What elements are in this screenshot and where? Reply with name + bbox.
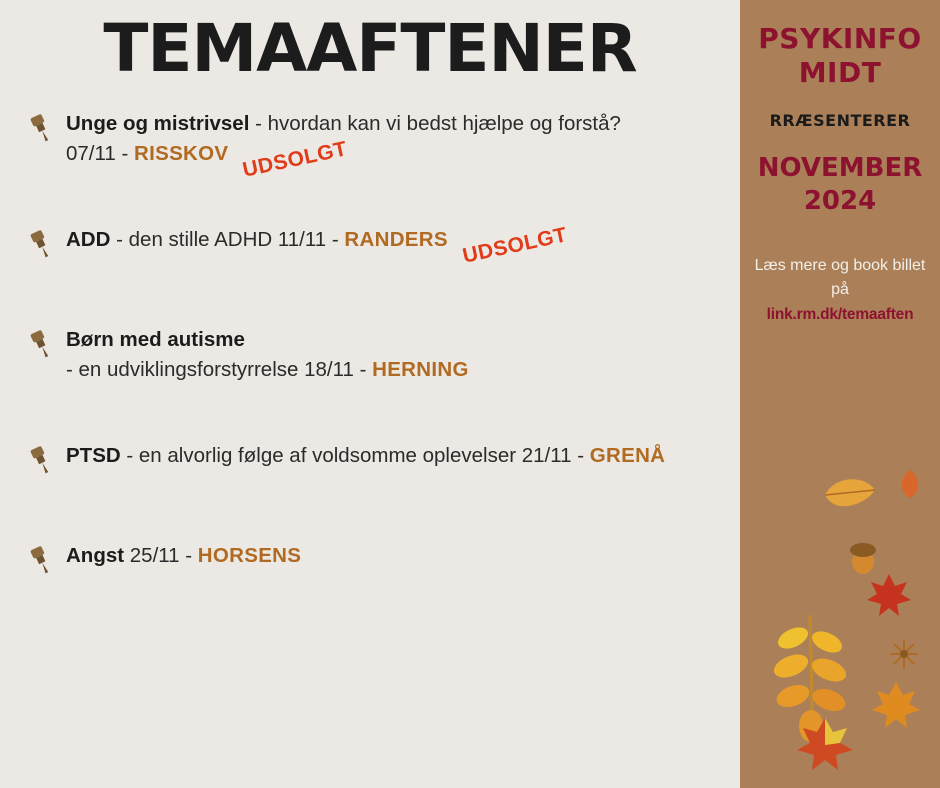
event-text	[66, 541, 301, 571]
event-desc: - en alvorlig følge af voldsomme oplevelser 21/11 -	[120, 443, 590, 467]
list-item[interactable]	[26, 225, 722, 269]
event-desc: - hvordan kan vi bedst hjælpe og forstå? 07/11 -	[66, 112, 621, 166]
leaf-icon	[895, 468, 925, 500]
list-item[interactable]	[26, 325, 722, 384]
event-title: PTSD	[66, 443, 121, 467]
status-badge: UDSOLGT	[240, 137, 350, 182]
list-item[interactable]	[26, 541, 722, 585]
event-city: HERNING	[372, 358, 469, 382]
pushpin-icon	[26, 325, 66, 359]
status-badge: UDSOLGT	[460, 223, 570, 269]
month-label: NOVEMBER	[757, 153, 923, 184]
event-city: HORSENS	[197, 543, 302, 567]
event-title: Børn med autisme	[66, 328, 245, 352]
leaf-icon	[820, 470, 880, 520]
pushpin-icon	[26, 541, 66, 575]
pushpin-icon	[26, 225, 66, 259]
page-title: TEMAAFTENER	[103, 10, 637, 87]
event-city: RANDERS	[344, 228, 448, 252]
booking-link[interactable]: link.rm.dk/temaaften	[766, 305, 914, 323]
list-item[interactable]	[26, 441, 722, 485]
maple-leaf-icon	[865, 572, 913, 620]
maple-leaf-icon	[795, 715, 855, 775]
presents-label: RRÆSENTERER	[769, 111, 911, 131]
autumn-leaves-decoration	[740, 440, 940, 788]
event-city: GRENÅ	[589, 443, 666, 467]
event-city: RISSKOV	[134, 142, 229, 166]
event-title: Unge og mistrivsel	[66, 112, 250, 136]
event-desc: - en udviklingsforstyrrelse 18/11 -	[66, 358, 373, 382]
booking-text: Læs mere og book billet på	[754, 256, 926, 298]
seed-pod-icon	[890, 640, 918, 668]
event-text	[66, 325, 469, 384]
event-text	[66, 441, 665, 471]
event-text	[66, 223, 570, 269]
brand-name-line2: MIDT	[798, 55, 882, 89]
list-item[interactable]	[26, 109, 722, 182]
event-desc: - den stille ADHD 11/11 -	[110, 228, 345, 252]
maple-leaf-icon	[870, 680, 922, 732]
year-label: 2024	[803, 185, 877, 216]
acorn-icon	[845, 540, 881, 576]
pushpin-icon	[26, 441, 66, 475]
event-list	[0, 109, 740, 585]
event-title: ADD	[66, 228, 111, 252]
pushpin-icon	[26, 109, 66, 143]
brand-name-line1: PSYKINFO	[758, 22, 922, 55]
event-desc: 25/11 -	[124, 543, 198, 567]
poster-sidebar	[740, 0, 940, 788]
event-title: Angst	[66, 543, 125, 567]
event-text	[66, 109, 676, 182]
